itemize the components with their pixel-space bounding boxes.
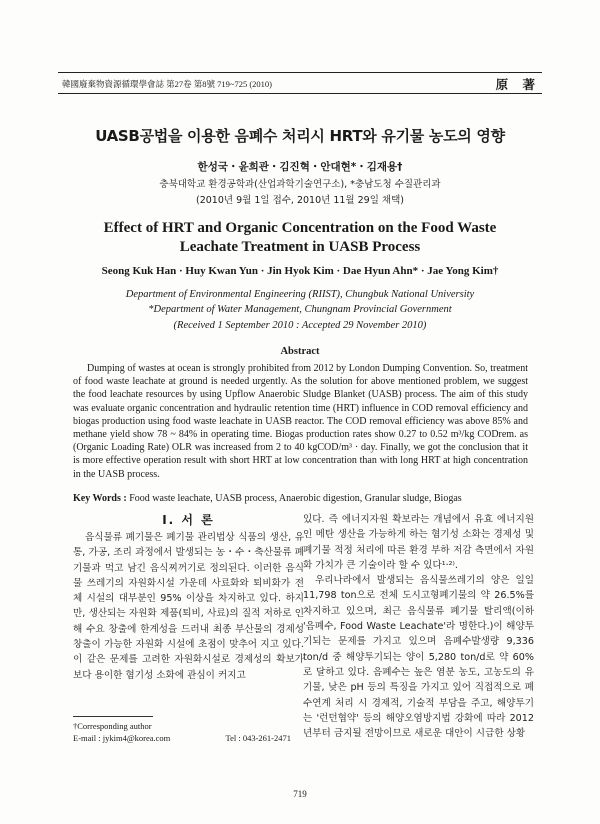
english-dates: (Received 1 September 2010 : Accepted 29 November 2010): [173, 320, 427, 331]
keywords: [73, 493, 533, 504]
keywords-label: Key Words :: [73, 493, 127, 504]
left-column: [73, 530, 304, 683]
footnote-tel: Tel : 043-261-2471: [225, 733, 291, 743]
page-number: 719: [293, 789, 307, 799]
footnote: [73, 720, 291, 744]
korean-dates: (2010년 9월 1일 접수, 2010년 11월 29일 채택): [196, 195, 404, 206]
korean-affiliation: 충북대학교 환경공학과(산업과학기술연구소), *충남도청 수질관리과: [159, 179, 441, 190]
footnote-corresponding: †Corresponding author: [73, 721, 152, 731]
english-title-line1: Effect of HRT and Organic Concentration on the Food Waste: [103, 220, 497, 236]
english-title-line2: Leachate Treatment in UASB Process: [179, 239, 421, 255]
header-rule-bottom: [58, 93, 542, 94]
abstract-heading: Abstract: [280, 346, 320, 357]
abstract-text: Dumping of wastes at ocean is strongly prohibited from 2012 by London Dumping Convention. So, treatment of food waste leachate at ground is needed urgently. As the solution for above mentioned problem, we suggest the food leachate resources by using Upflow Anaerobic Sludge Blanket (UASB) process. The aim of this study was evaluate organic concentration and hydraulic retention time (HRT) influence in COD removal efficiency and biogas production using food waste leachate in UASB reactor. The COD removal efficiency was above 85% and methane yield show 78 ~ 84% in operating time. Biogas production rates show 0.27 to 0.52 m³/kg CODrem. as (Organic Loading Rate) OLR was increased from 2 to 40 kgCOD/m³ · day. Finally, we got the conclusion that it is more effective operation result with short HRT at low concentration than with long HRT at high concentration in the UASB process.: [73, 363, 528, 480]
keywords-list: Food waste leachate, UASB process, Anaerobic digestion, Granular sludge, Biogas: [129, 493, 462, 504]
english-authors: Seong Kuk Han · Huy Kwan Yun · Jin Hyok Kim · Dae Hyun Ahn* · Jae Yong Kim†: [101, 265, 499, 277]
intro-paragraph-1: 음식물류 폐기물은 폐기물 관리법상 식품의 생산, 유통, 가공, 조리 과정에서 발생되는 농・수・축산물류 폐기물과 먹고 남긴 음식찌꺼기로 정의된다. 이러한 음식물 쓰레기의 자원화시설 가운데 사료화와 퇴비화가 전체 시설의 대부분인 95% 이상을 차지하고 있다. 하지만, 생산되는 자원화 제품(퇴비, 사료)의 질적 저하로 인해 수요 창출에 한계성을 드러내 최종 부산물의 경제성 창출이 가능한 자원화 시설에 초점이 맞추어 지고 있다. 이 같은 문제를 고려한 자원화시설로 경제성의 확보가 보다 용이한 혐기성 소화에 관심이 커지고: [73, 532, 304, 681]
korean-title: UASB공법을 이용한 음폐수 처리시 HRT와 유기물 농도의 영향: [95, 127, 505, 145]
journal-citation: 韓國廢棄物資源循環學會誌 第27卷 第8號 719~725 (2010): [62, 79, 273, 89]
right-column: [303, 512, 534, 741]
english-affiliation-2: *Department of Water Management, Chungnam Provincial Government: [148, 304, 452, 315]
intro-paragraph-1-cont: 있다. 즉 에너지자원 확보라는 개념에서 유효 에너지원인 메탄 생산을 가능하게 하는 혐기성 소화는 경제성 및 폐기물 적정 처리에 따른 환경 부하 저감 측면에서 자원화 가치가 큰 기술이라 할 수 있다¹·²⁾.: [303, 514, 534, 571]
footnote-rule: [73, 716, 153, 717]
footnote-contact: [73, 732, 291, 744]
footnote-email: E-mail : jykim4@korea.com: [73, 733, 171, 743]
article-type-label: 原 著: [495, 77, 540, 92]
korean-authors: 한성국・윤희관・김진혁・안대현*・김재용†: [197, 161, 403, 173]
english-title: [0, 219, 600, 257]
intro-paragraph-2: 우리나라에서 발생되는 음식물쓰레기의 양은 일일 11,798 ton으로 전체 도시고형폐기물의 약 26.5%를 차지하고 있으며, 최근 음식물류 폐기물 탈리액(이하 '음폐수, Food Waste Leachate'라 명한다.)이 해양투기되는 문제를 가지고 있으며 음폐수발생량 9,336 ton/d 중 해양투기되는 양이 5,280 ton/d로 약 60%로 달하고 있다. 음폐수는 높은 염분 농도, 고농도의 유기물, 낮은 pH 등의 특징을 가지고 있어 직접적으로 폐수연계 처리 시 경제적, 기술적 부담을 주고, 해양투기는 '런던협약' 등의 해양오염방지법 강화에 따라 2012년부터 금지될 전망이므로 새로운 대안이 시급한 상황: [303, 575, 534, 740]
english-affiliation-1: Department of Environmental Engineering (RIIST), Chungbuk National University: [125, 289, 475, 300]
section-heading: I. 서 론: [162, 513, 215, 527]
header-rule-top: [58, 72, 542, 73]
